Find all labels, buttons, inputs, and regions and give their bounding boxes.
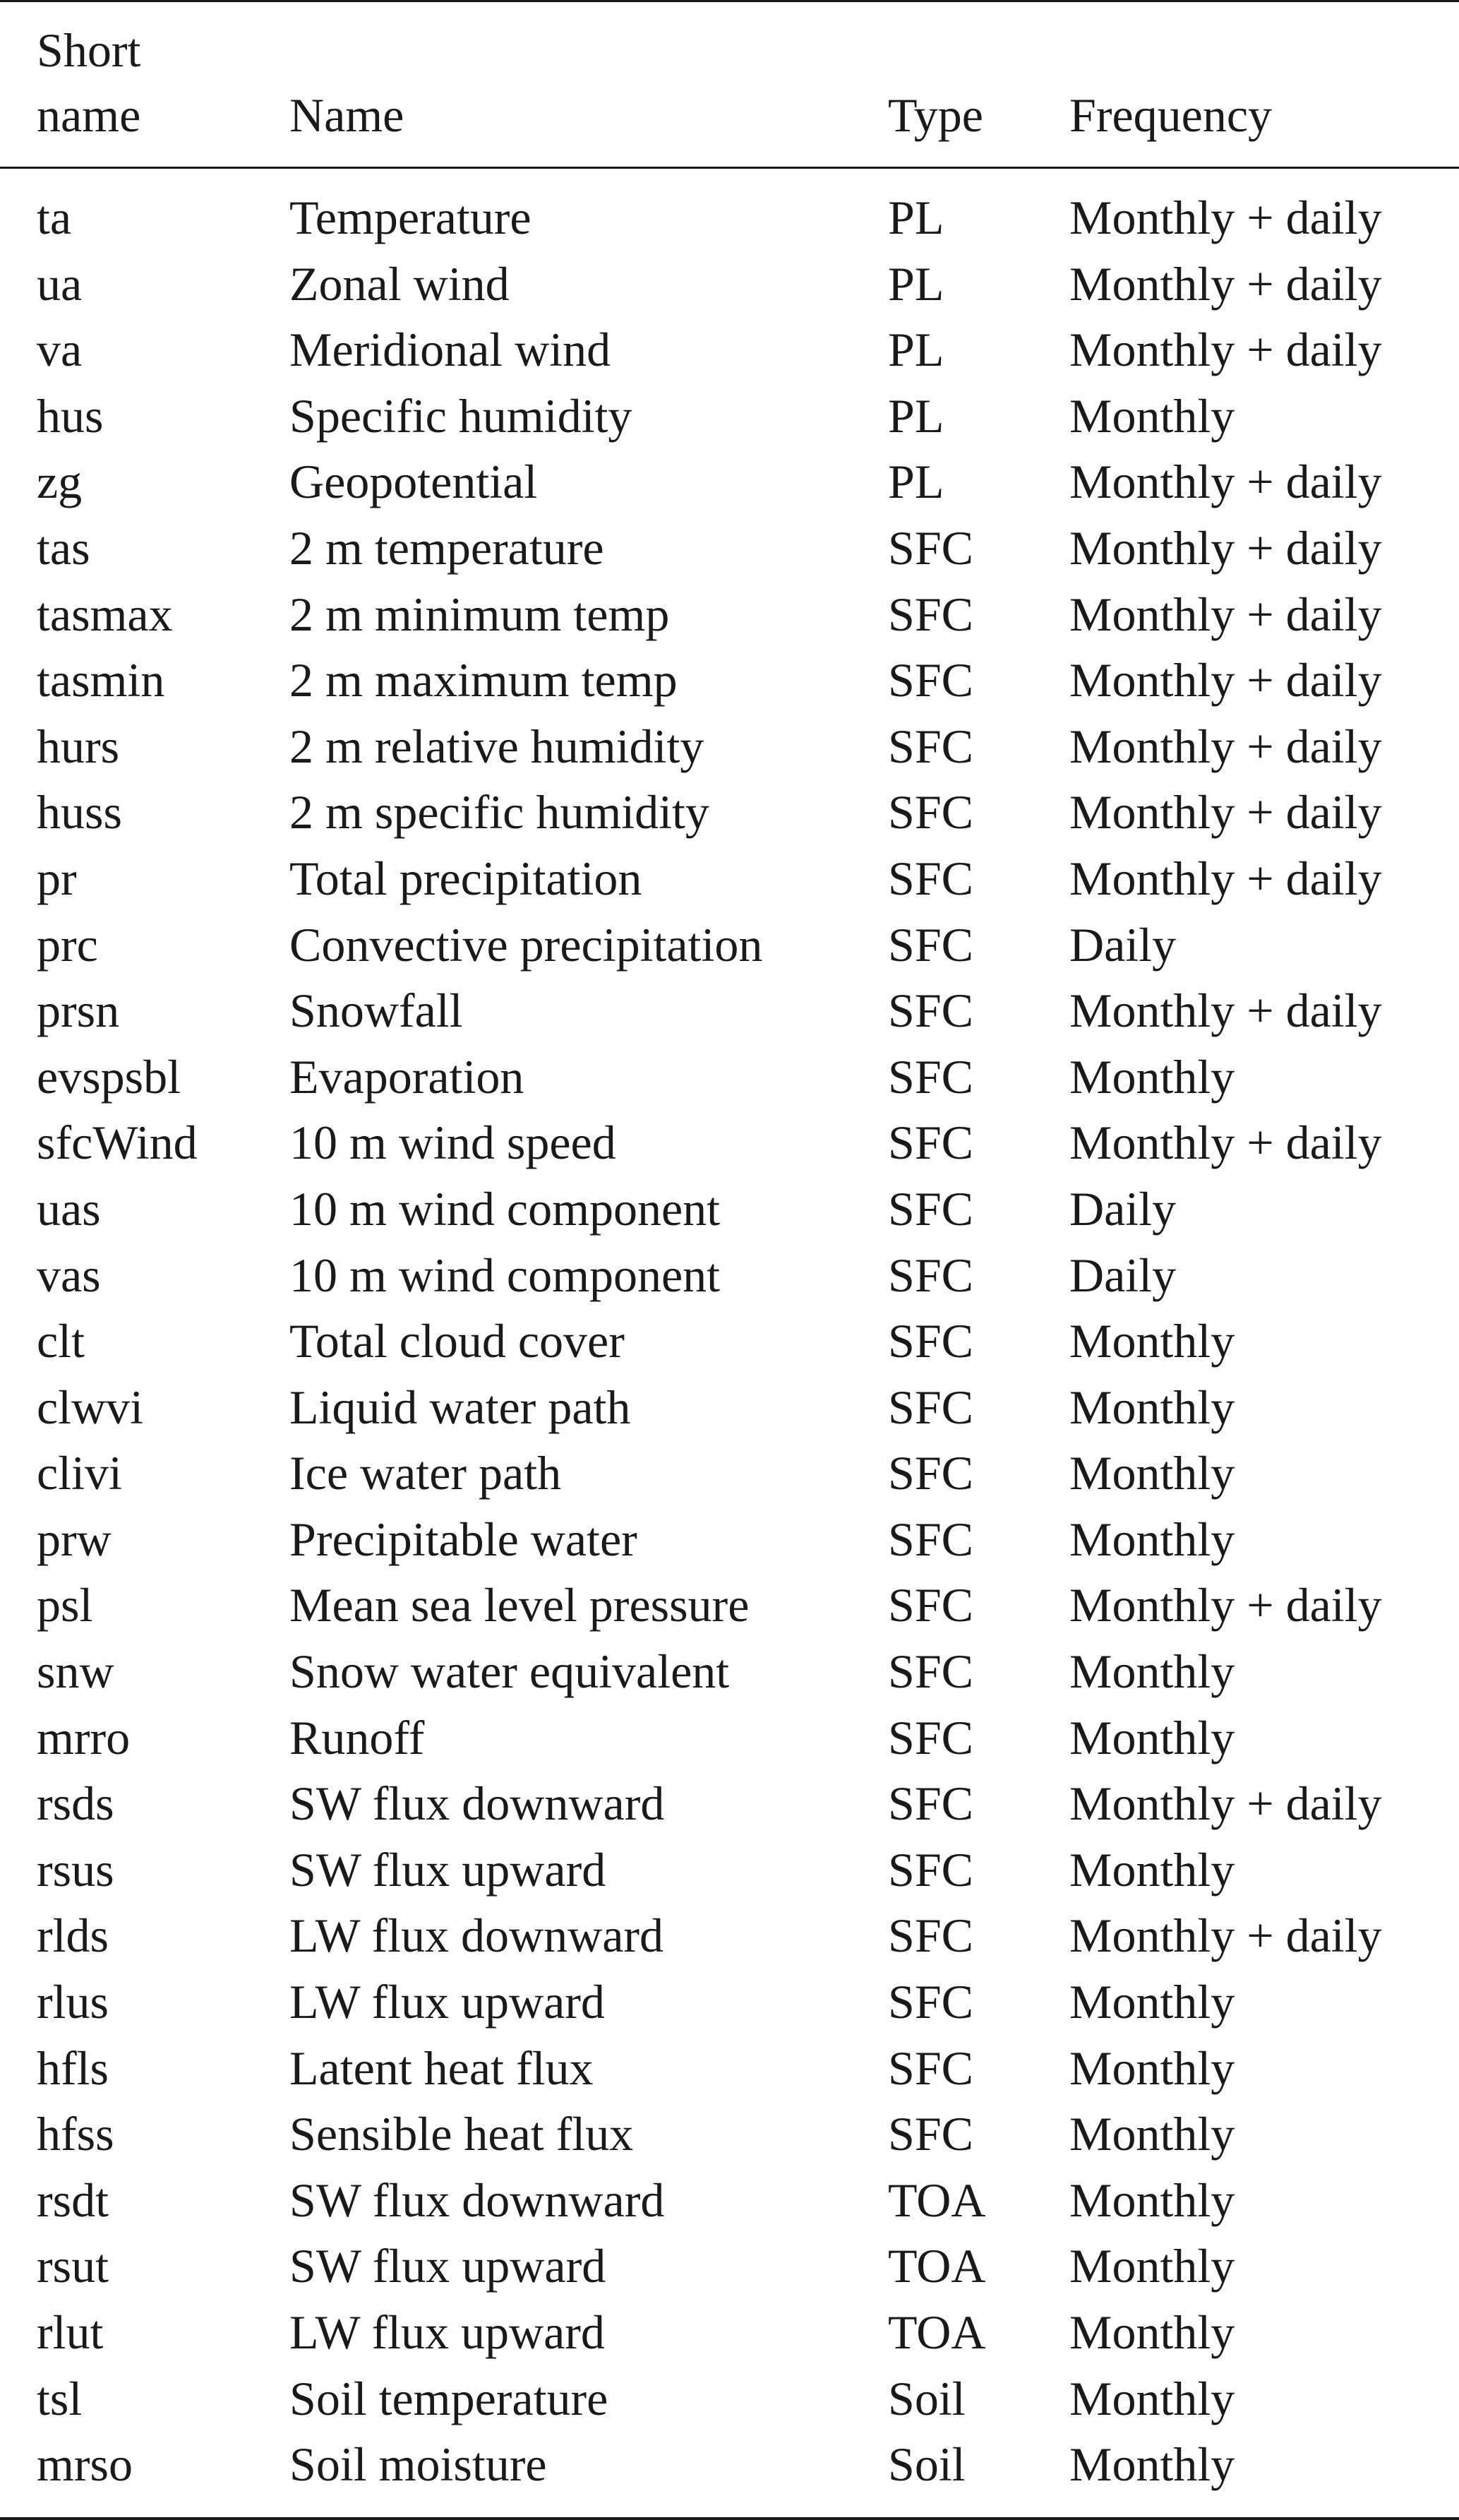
cell-short-name: pr (37, 851, 77, 905)
table-row (0, 1308, 1459, 1375)
cell-name: LW flux upward (289, 1975, 605, 2029)
cell-short-name: tsl (37, 2371, 83, 2425)
cell-frequency: Monthly + daily (1069, 455, 1382, 509)
table-bottom-rule (0, 2517, 1459, 2520)
cell-short-name: va (37, 323, 83, 377)
table-row (0, 647, 1459, 714)
cell-name: Soil moisture (289, 2437, 547, 2492)
cell-short-name: rsdt (37, 2173, 109, 2227)
cell-type: SFC (888, 520, 973, 575)
cell-name: 2 m relative humidity (289, 719, 704, 773)
cell-type: SFC (888, 851, 973, 905)
cell-short-name: ta (37, 191, 72, 244)
cell-type: PL (888, 191, 944, 244)
cell-name: 10 m wind speed (289, 1116, 616, 1170)
cell-type: SFC (888, 1710, 973, 1764)
cell-type: PL (888, 388, 944, 443)
cell-type: SFC (888, 2107, 973, 2161)
cell-frequency: Monthly + daily (1069, 587, 1382, 641)
cell-type: Soil (888, 2437, 966, 2492)
cell-type: SFC (888, 1116, 973, 1170)
cell-short-name: zg (37, 455, 83, 509)
cell-short-name: hfss (37, 2107, 114, 2161)
cell-frequency: Daily (1069, 1181, 1177, 1236)
cell-short-name: rsut (37, 2239, 109, 2293)
cell-name: Liquid water path (289, 1380, 631, 1434)
cell-short-name: tas (37, 520, 90, 575)
cell-type: SFC (888, 1776, 973, 1831)
cell-frequency: Monthly + daily (1069, 520, 1382, 575)
cell-type: SFC (888, 2041, 973, 2095)
cell-name: Meridional wind (289, 323, 611, 377)
cell-short-name: prw (37, 1512, 112, 1566)
cell-frequency: Monthly (1069, 2239, 1235, 2293)
header-frequency: Frequency (1069, 88, 1273, 142)
table-row (0, 1440, 1459, 1507)
cell-short-name: evspsbl (37, 1049, 181, 1104)
header-short-name-line1: Short (37, 23, 141, 77)
cell-name: Runoff (289, 1710, 425, 1764)
cell-short-name: rlus (37, 1975, 109, 2029)
cell-type: SFC (888, 1314, 973, 1368)
cell-type: SFC (888, 785, 973, 840)
cell-short-name: snw (37, 1644, 114, 1699)
table-row (0, 1507, 1459, 1573)
cell-type: SFC (888, 1380, 973, 1434)
cell-type: SFC (888, 653, 973, 707)
table-row (0, 912, 1459, 979)
cell-name: Total precipitation (289, 851, 642, 905)
cell-short-name: hfls (37, 2041, 109, 2095)
cell-short-name: rlut (37, 2305, 104, 2359)
table-row (0, 1771, 1459, 1837)
cell-short-name: ua (37, 256, 83, 311)
cell-name: Soil temperature (289, 2371, 608, 2425)
cell-frequency: Monthly (1069, 2371, 1235, 2425)
cell-type: TOA (888, 2173, 986, 2227)
cell-short-name: tasmax (37, 587, 173, 641)
cell-type: SFC (888, 1644, 973, 1699)
table-row (0, 1837, 1459, 1904)
header-name: Name (289, 88, 404, 142)
cell-frequency: Monthly (1069, 1512, 1235, 1566)
cell-short-name: vas (37, 1248, 101, 1302)
cell-frequency: Monthly (1069, 1446, 1235, 1500)
cell-type: SFC (888, 917, 973, 972)
cell-name: Sensible heat flux (289, 2107, 634, 2161)
cell-frequency: Monthly + daily (1069, 323, 1382, 377)
table-row (0, 2101, 1459, 2168)
header-short-name-line2: name (37, 88, 141, 142)
cell-short-name: mrso (37, 2437, 133, 2492)
table-row (0, 1110, 1459, 1176)
cell-type: SFC (888, 1446, 973, 1500)
cell-name: 2 m minimum temp (289, 587, 670, 641)
cell-frequency: Monthly (1069, 1049, 1235, 1104)
cell-type: SFC (888, 984, 973, 1038)
cell-frequency: Monthly + daily (1069, 851, 1382, 905)
table-row (0, 1375, 1459, 1441)
table-row (0, 1903, 1459, 1969)
cell-frequency: Monthly (1069, 2437, 1235, 2492)
table-top-rule (0, 0, 1459, 2)
table-row (0, 317, 1459, 383)
cell-frequency: Monthly (1069, 2305, 1235, 2359)
cell-frequency: Monthly (1069, 1314, 1235, 1368)
cell-short-name: clt (37, 1314, 85, 1368)
cell-short-name: hurs (37, 719, 120, 773)
cell-type: TOA (888, 2239, 986, 2293)
cell-short-name: psl (37, 1578, 93, 1632)
cell-name: Snowfall (289, 984, 463, 1038)
table-row (0, 2300, 1459, 2366)
cell-type: PL (888, 256, 944, 311)
cell-frequency: Monthly (1069, 388, 1235, 443)
cell-type: SFC (888, 1181, 973, 1236)
cell-name: SW flux upward (289, 2239, 606, 2293)
cell-short-name: rsds (37, 1776, 114, 1831)
table-row (0, 449, 1459, 515)
cell-name: 2 m specific humidity (289, 785, 709, 840)
cell-type: SFC (888, 587, 973, 641)
cell-short-name: tasmin (37, 653, 165, 707)
cell-type: SFC (888, 1842, 973, 1897)
cell-type: SFC (888, 1975, 973, 2029)
cell-name: Specific humidity (289, 388, 632, 443)
cell-frequency: Monthly + daily (1069, 1909, 1382, 1963)
cell-short-name: rsus (37, 1842, 114, 1897)
cell-name: 2 m maximum temp (289, 653, 678, 707)
cell-type: PL (888, 323, 944, 377)
cell-frequency: Monthly + daily (1069, 1578, 1382, 1632)
cell-short-name: sfcWind (37, 1116, 198, 1170)
table-row (0, 1705, 1459, 1772)
cell-frequency: Monthly (1069, 2107, 1235, 2161)
cell-name: SW flux downward (289, 1776, 665, 1831)
cell-name: LW flux downward (289, 1909, 664, 1963)
table-row (0, 714, 1459, 780)
cell-name: Snow water equivalent (289, 1644, 730, 1699)
cell-name: SW flux upward (289, 1842, 606, 1897)
cell-name: Zonal wind (289, 256, 510, 311)
table-row (0, 978, 1459, 1044)
cell-name: Geopotential (289, 455, 538, 509)
cell-name: Total cloud cover (289, 1314, 625, 1368)
table-row (0, 2366, 1459, 2432)
table-row (0, 1572, 1459, 1639)
table-body (0, 185, 1459, 2498)
cell-frequency: Monthly (1069, 1710, 1235, 1764)
cell-short-name: rlds (37, 1909, 109, 1963)
table-row (0, 2036, 1459, 2102)
cell-frequency: Monthly (1069, 1380, 1235, 1434)
cell-frequency: Monthly (1069, 2173, 1235, 2227)
cell-short-name: clwvi (37, 1380, 144, 1434)
cell-short-name: clivi (37, 1446, 122, 1500)
cell-name: Mean sea level pressure (289, 1578, 750, 1632)
cell-type: PL (888, 455, 944, 509)
cell-name: Ice water path (289, 1446, 562, 1500)
cell-type: SFC (888, 1909, 973, 1963)
cell-name: LW flux upward (289, 2305, 605, 2359)
table-row (0, 1969, 1459, 2036)
cell-frequency: Monthly + daily (1069, 1776, 1382, 1831)
table-row (0, 185, 1459, 251)
cell-short-name: prc (37, 917, 98, 972)
cell-frequency: Monthly (1069, 1644, 1235, 1699)
cell-short-name: prsn (37, 984, 120, 1038)
table-row (0, 251, 1459, 318)
cell-name: 10 m wind component (289, 1181, 721, 1236)
cell-type: TOA (888, 2305, 986, 2359)
cell-type: SFC (888, 1512, 973, 1566)
table-row (0, 383, 1459, 450)
cell-frequency: Daily (1069, 917, 1177, 972)
table-row (0, 2233, 1459, 2300)
cell-short-name: mrro (37, 1710, 131, 1764)
cell-type: SFC (888, 1578, 973, 1632)
cell-name: 2 m temperature (289, 520, 604, 575)
cell-frequency: Monthly + daily (1069, 191, 1382, 244)
cell-frequency: Monthly (1069, 1975, 1235, 2029)
table-row (0, 1639, 1459, 1705)
cell-frequency: Daily (1069, 1248, 1177, 1302)
table-row (0, 2432, 1459, 2498)
cell-type: SFC (888, 1049, 973, 1104)
cell-name: Evaporation (289, 1049, 524, 1104)
header-type: Type (888, 88, 983, 142)
cell-frequency: Monthly + daily (1069, 984, 1382, 1038)
table-row (0, 1243, 1459, 1309)
cell-type: SFC (888, 719, 973, 773)
table-row (0, 1044, 1459, 1111)
cell-name: 10 m wind component (289, 1248, 721, 1302)
table-row (0, 2168, 1459, 2234)
table-row (0, 780, 1459, 846)
cell-type: Soil (888, 2371, 966, 2425)
table-row (0, 1176, 1459, 1243)
cell-type: SFC (888, 1248, 973, 1302)
cell-short-name: huss (37, 785, 122, 840)
cell-frequency: Monthly (1069, 2041, 1235, 2095)
cell-name: Precipitable water (289, 1512, 637, 1566)
cell-frequency: Monthly (1069, 1842, 1235, 1897)
cell-frequency: Monthly + daily (1069, 785, 1382, 840)
cell-name: Convective precipitation (289, 917, 763, 972)
table-row (0, 846, 1459, 912)
cell-frequency: Monthly + daily (1069, 256, 1382, 311)
cell-frequency: Monthly + daily (1069, 653, 1382, 707)
cell-frequency: Monthly + daily (1069, 1116, 1382, 1170)
cell-name: SW flux downward (289, 2173, 665, 2227)
table-row (0, 515, 1459, 582)
table-header-rule (0, 167, 1459, 169)
cell-name: Latent heat flux (289, 2041, 594, 2095)
cell-short-name: uas (37, 1181, 101, 1236)
cell-short-name: hus (37, 388, 104, 443)
cell-frequency: Monthly + daily (1069, 719, 1382, 773)
cell-name: Temperature (289, 191, 532, 244)
table-row (0, 582, 1459, 648)
